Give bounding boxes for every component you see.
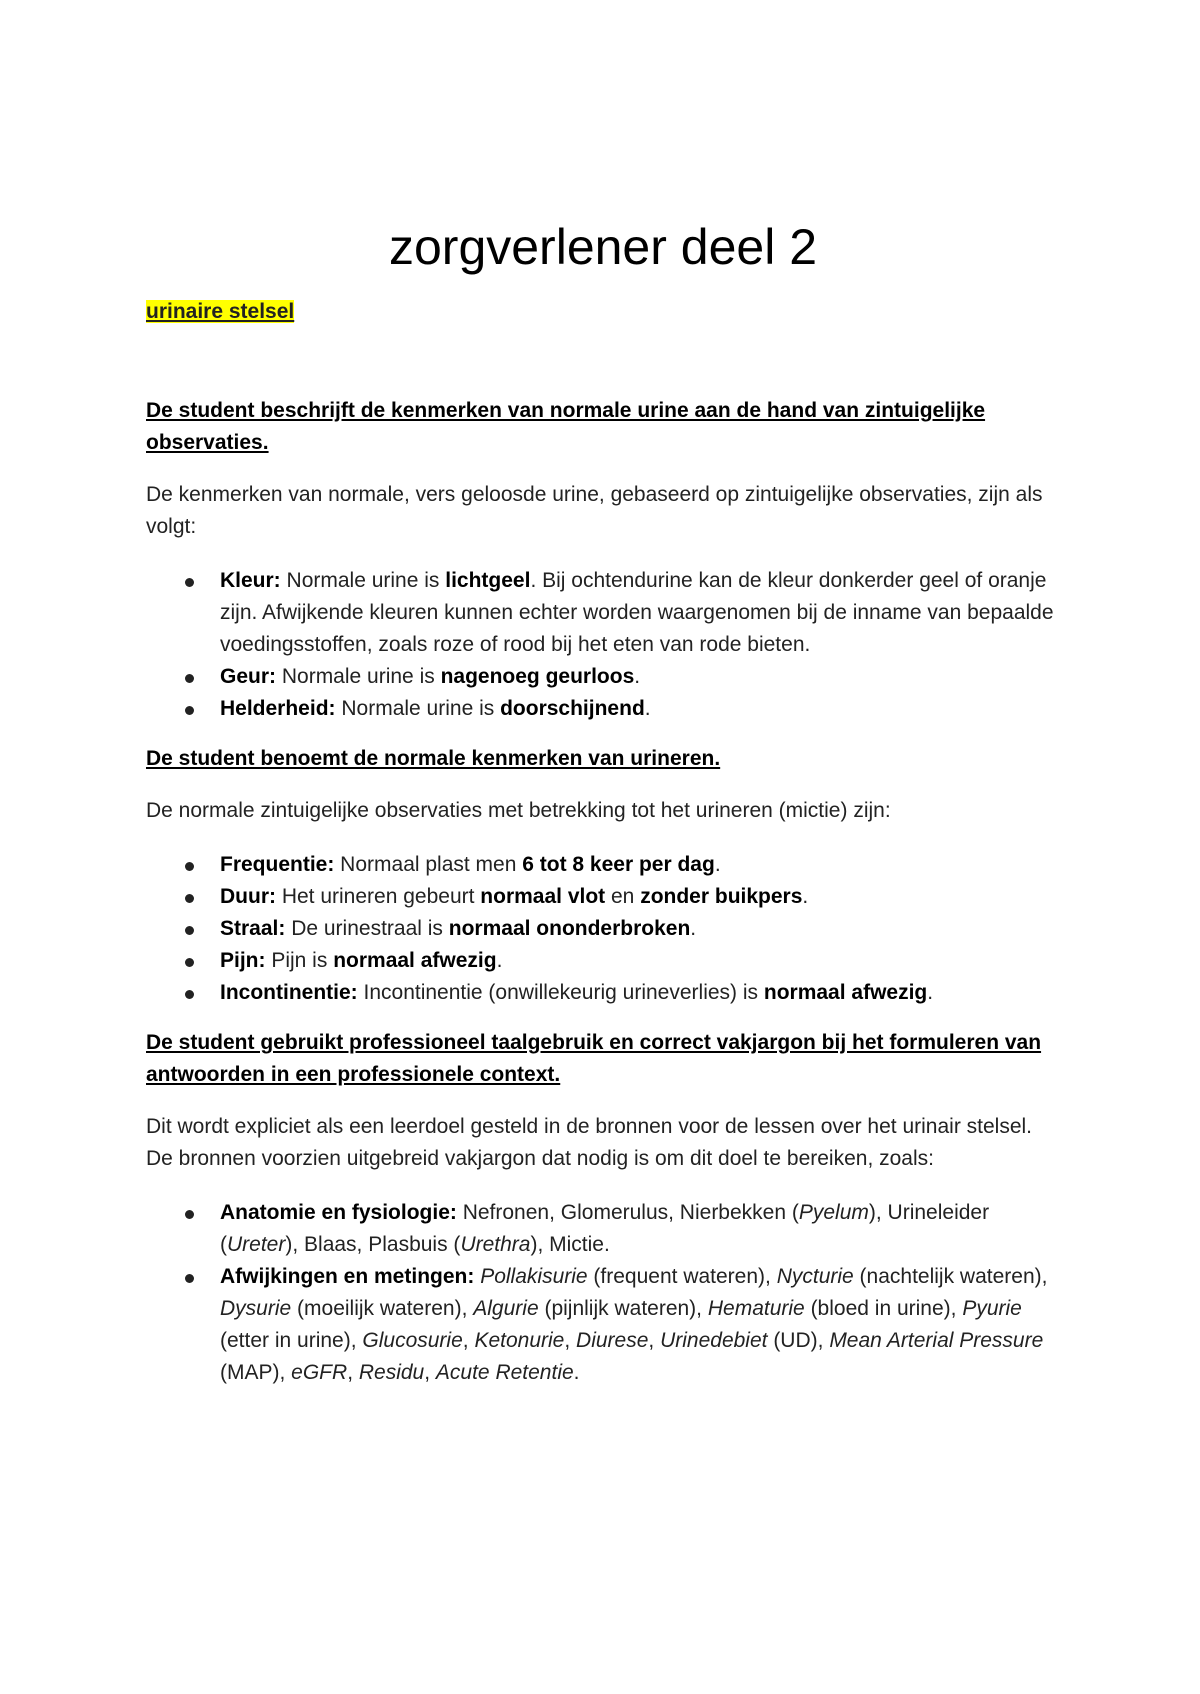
- jargon-term: Residu: [358, 1361, 425, 1384]
- bullet-list: [146, 565, 1060, 725]
- text: Normale urine is: [280, 569, 446, 592]
- text: ,: [564, 1329, 577, 1352]
- list-item: [220, 849, 1060, 881]
- text: (nachtelijk wateren),: [853, 1265, 1048, 1288]
- emphasis: normaal ononderbroken: [448, 917, 691, 940]
- jargon-term: Algurie: [473, 1297, 539, 1320]
- jargon-term: Hematurie: [707, 1297, 805, 1320]
- text: Nefronen, Glomerulus, Nierbekken (: [456, 1201, 799, 1224]
- text: Pijn is: [265, 949, 334, 972]
- text: ), Blaas, Plasbuis (: [285, 1233, 461, 1256]
- list-item: [220, 693, 1060, 725]
- text: Normale urine is: [335, 697, 501, 720]
- text: .: [573, 1361, 580, 1384]
- jargon-term: Pyurie: [962, 1297, 1022, 1320]
- list-item: [220, 1261, 1060, 1389]
- jargon-term: eGFR: [291, 1361, 348, 1384]
- term-label: Frequentie:: [220, 853, 335, 876]
- jargon-term: Pollakisurie: [480, 1265, 588, 1288]
- text: .: [802, 885, 809, 908]
- emphasis: zonder buikpers: [640, 885, 803, 908]
- emphasis: doorschijnend: [500, 697, 645, 720]
- text: ,: [462, 1329, 475, 1352]
- text: (etter in urine),: [220, 1329, 363, 1352]
- text: ,: [347, 1361, 359, 1384]
- jargon-term: Nycturie: [776, 1265, 854, 1288]
- list-item: [220, 913, 1060, 945]
- text: (pijnlijk wateren),: [538, 1297, 708, 1320]
- list-item: [220, 661, 1060, 693]
- text: .: [634, 665, 641, 688]
- text: ,: [424, 1361, 436, 1384]
- term-label: Kleur:: [220, 569, 281, 592]
- text: Normale urine is: [276, 665, 441, 688]
- jargon-term: Diurese: [576, 1329, 649, 1352]
- term-label: Helderheid:: [220, 697, 336, 720]
- term-label: Incontinentie:: [220, 981, 358, 1004]
- bullet-list: [146, 1197, 1060, 1389]
- text: (bloed in urine),: [804, 1297, 963, 1320]
- text: .: [690, 917, 697, 940]
- term-label: Afwijkingen en metingen:: [220, 1265, 475, 1288]
- jargon-term: Glucosurie: [362, 1329, 463, 1352]
- list-item: [220, 945, 1060, 977]
- text: .: [714, 853, 721, 876]
- jargon-term: Acute Retentie: [435, 1361, 574, 1384]
- text: .: [644, 697, 651, 720]
- learning-objective-heading: De student gebruikt professioneel taalgebruik en correct vakjargon bij het formuleren van antwoorden in een professionele context.: [146, 1031, 1042, 1086]
- text: Incontinentie (onwillekeurig urineverlies) is: [357, 981, 764, 1004]
- learning-objective-heading: De student beschrijft de kenmerken van normale urine aan de hand van zintuigelijke observaties.: [146, 399, 986, 454]
- term-label: Straal:: [220, 917, 286, 940]
- section-label: [146, 296, 1060, 328]
- term-label: Geur:: [220, 665, 277, 688]
- jargon-term: Ureter: [227, 1233, 286, 1256]
- jargon-term: Pyelum: [798, 1201, 869, 1224]
- jargon-term: Urethra: [460, 1233, 531, 1256]
- emphasis: lichtgeel: [445, 569, 531, 592]
- text: Normaal plast men: [334, 853, 523, 876]
- paragraph: De normale zintuigelijke observaties met betrekking tot het urineren (mictie) zijn:: [146, 799, 891, 822]
- emphasis: normaal afwezig: [333, 949, 497, 972]
- learning-objective-heading: De student benoemt de normale kenmerken van urineren.: [146, 747, 721, 770]
- text: ,: [648, 1329, 661, 1352]
- emphasis: normaal vlot: [480, 885, 606, 908]
- term-label: Duur:: [220, 885, 276, 908]
- document-title: zorgverlener deel 2: [388, 219, 818, 275]
- text: . Bij ochtendurine kan de kleur donkerder geel of oranje zijn. Afwijkende kleuren kunnen echter worden waargenomen bij de inname van bepaalde voedingsstoffen, zoals roze of rood bij het eten van rode bieten.: [220, 569, 1054, 656]
- emphasis: nagenoeg geurloos: [440, 665, 635, 688]
- paragraph: Dit wordt expliciet als een leerdoel gesteld in de bronnen voor de lessen over het urinair stelsel. De bronnen voorzien uitgebreid vakjargon dat nodig is om dit doel te bereiken, zoals:: [146, 1115, 1032, 1170]
- bullet-list: [146, 849, 1060, 1009]
- text: (UD),: [767, 1329, 830, 1352]
- jargon-term: Dysurie: [220, 1297, 292, 1320]
- list-item: [220, 1197, 1060, 1261]
- term-label: Pijn:: [220, 949, 266, 972]
- text: Het urineren gebeurt: [276, 885, 481, 908]
- text: .: [496, 949, 503, 972]
- jargon-term: Mean Arterial Pressure: [829, 1329, 1044, 1352]
- emphasis: normaal afwezig: [763, 981, 928, 1004]
- section-label-highlight: urinaire stelsel: [146, 300, 295, 323]
- list-item: [220, 881, 1060, 913]
- jargon-term: Ketonurie: [474, 1329, 565, 1352]
- text: (frequent wateren),: [587, 1265, 777, 1288]
- text: ), Urineleider (: [220, 1201, 990, 1256]
- list-item: [220, 565, 1060, 661]
- jargon-term: Urinedebiet: [660, 1329, 768, 1352]
- term-label: Anatomie en fysiologie:: [220, 1201, 457, 1224]
- text: .: [927, 981, 934, 1004]
- text: (MAP),: [220, 1361, 292, 1384]
- text: en: [605, 885, 641, 908]
- text: De urinestraal is: [285, 917, 449, 940]
- paragraph: De kenmerken van normale, vers geloosde urine, gebaseerd op zintuigelijke observaties, zijn als volgt:: [146, 483, 1043, 538]
- list-item: [220, 977, 1060, 1009]
- emphasis: 6 tot 8 keer per dag: [522, 853, 715, 876]
- text: (moeilijk wateren),: [291, 1297, 474, 1320]
- text: ), Mictie.: [530, 1233, 610, 1256]
